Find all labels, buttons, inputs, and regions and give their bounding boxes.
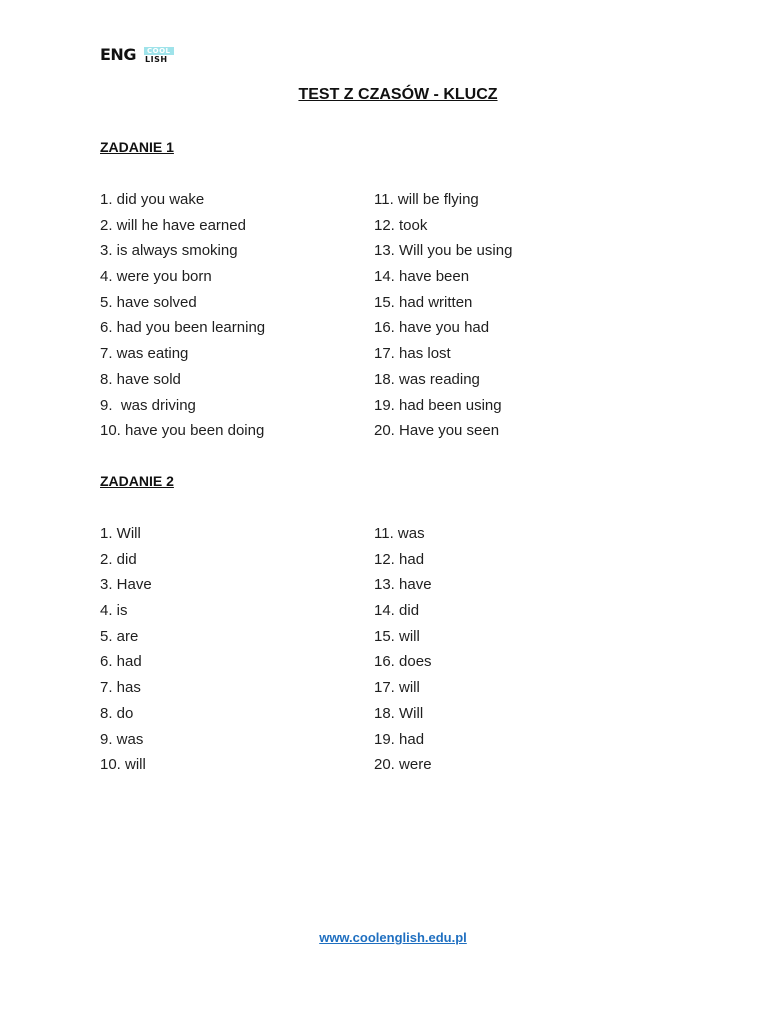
answer-item: 7. has [100,679,141,697]
answer-item: 3. is always smoking [100,242,238,260]
answer-item: 10. have you been doing [100,422,265,440]
section-1-left-list [100,187,265,444]
answer-item: 11. will be flying [374,191,479,208]
answer-item: 12. had [374,550,425,568]
answer-item: 5. have solved [100,293,197,311]
answer-item: 8. do [100,704,134,722]
answer-item: 19. had [374,730,425,748]
answer-item: 14. have been [374,268,470,286]
answer-item: 2. will he have earned [100,216,246,234]
answer-item: 16. does [374,653,432,671]
answer-item: 5. are [100,627,139,645]
answer-item: 4. is [100,602,128,620]
answer-item: 6. had you been learning [100,319,266,337]
answer-item: 9. was [100,730,144,748]
answer-item: 19. had been using [374,396,502,414]
logo-text-lish: LISH [145,55,168,64]
answer-item: 10. will [100,756,146,774]
answer-item: 8. have sold [100,370,181,388]
answer-item: 4. were you born [100,268,212,286]
answer-item: 1. Will [100,525,141,542]
section-2-left-list [100,521,152,778]
answer-item: 6. had [100,653,142,671]
section-1-heading: ZADANIE 1 [100,139,174,155]
section-1-right-list [374,187,512,444]
logo-text-eng: ENG [100,45,136,64]
answer-item: 3. Have [100,576,152,594]
answer-item: 11. was [374,525,425,542]
answer-item: 18. was reading [374,370,480,388]
document-title: TEST Z CZASÓW - KLUCZ [298,86,498,103]
answer-item: 12. took [374,216,428,234]
answer-item: 16. have you had [374,319,490,337]
answer-item: 14. did [374,602,420,620]
answer-item: 20. were [374,756,432,774]
section-2-heading: ZADANIE 2 [100,473,174,489]
answer-item: 7. was eating [100,345,189,363]
answer-item: 2. did [100,550,137,568]
answer-item: 18. Will [374,704,424,722]
answer-item: 20. Have you seen [374,422,500,440]
answer-item: 1. did you wake [100,191,205,208]
answer-item: 13. Will you be using [374,242,513,260]
answer-item: 13. have [374,576,432,594]
answer-item: 15. had written [374,293,473,311]
section-2-right-list [374,521,432,778]
logo-text-cool: COOL [144,47,174,55]
website-link[interactable]: www.coolenglish.edu.pl [319,930,467,945]
answer-item: 17. has lost [374,345,451,363]
answer-item: 9. was driving [100,396,196,414]
answer-item: 15. will [374,627,420,645]
answer-item: 17. will [374,679,420,697]
